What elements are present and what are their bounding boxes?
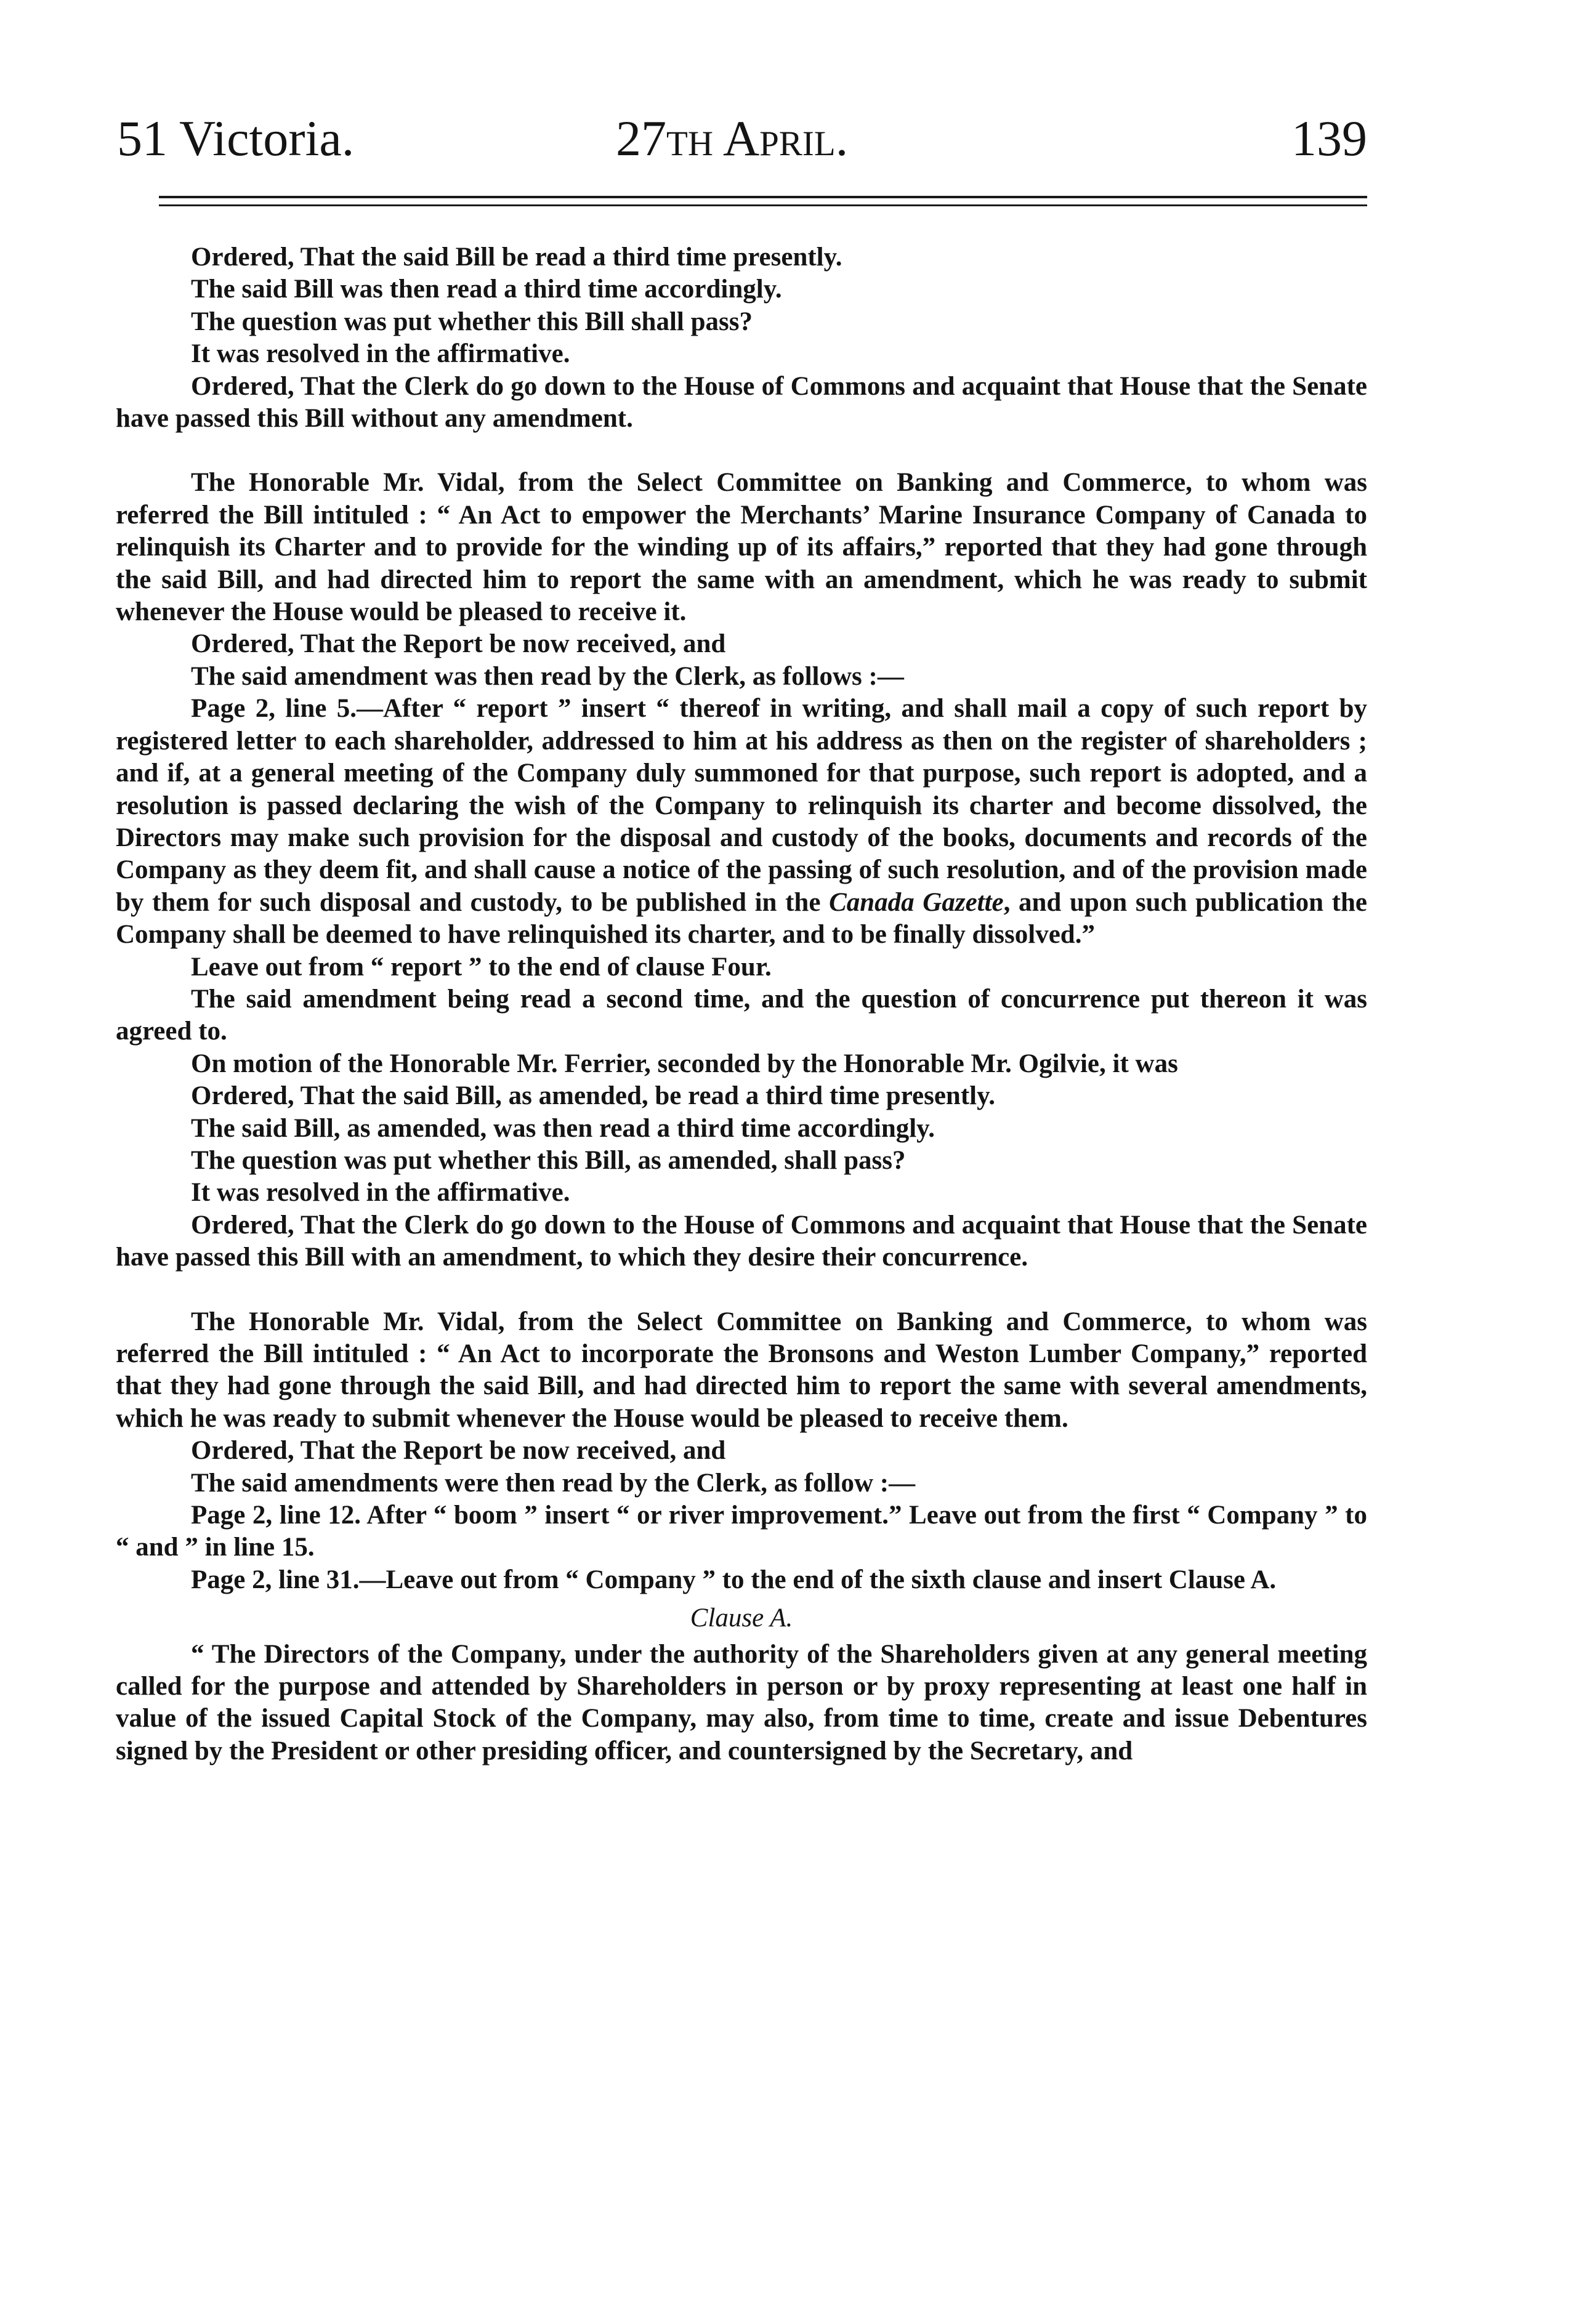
paragraph: Page 2, line 12. After “ boom ” insert “ or river improvement.” Leave out from the first “ Company ” to “ and ” in line 15. bbox=[116, 1501, 1367, 1562]
paragraph: The said amendments were then read by the Clerk, as follow :— bbox=[191, 1468, 916, 1498]
page-number: 139 bbox=[1291, 110, 1367, 166]
paragraph: On motion of the Honorable Mr. Ferrier, seconded by the Honorable Mr. Ogilvie, it was bbox=[191, 1049, 1178, 1078]
header-regnal-year: 51 Victoria. bbox=[117, 110, 355, 166]
paragraph: The said Bill, as amended, was then read a third time accordingly. bbox=[191, 1113, 935, 1143]
amendment-text-part: Page 2, line 5.—After “ report ” insert “ thereof in writing, and shall mail a copy of such report by registered letter to each shareholder, addressed to him at his address as then on the register of shareholders ; and if, at a general meeting of the Company duly summoned for that purpose, such report is adopted, and a resolution is passed declaring the wish of the Company to relinquish its charter and become dissolved, the Directors may make such provision for the disposal and custody of the books, documents and records of the Company as they deem fit, and shall cause a notice of the passing of such resolution, and of the provision made by them for such disposal and custody, to be published in the bbox=[116, 694, 1367, 917]
paragraph: Ordered, That the Clerk do go down to the House of Commons and acquaint that House that the Senate have passed this Bill with an amendment, to which they desire their concurrence. bbox=[116, 1210, 1367, 1272]
paragraph: Ordered, That the Report be now received, and bbox=[191, 629, 726, 659]
paragraph: Ordered, That the said Bill be read a third time presently. bbox=[191, 243, 842, 272]
header-rule-thin bbox=[159, 204, 1367, 206]
canada-gazette-title: Canada Gazette bbox=[829, 887, 1004, 917]
paragraph: Ordered, That the said Bill, as amended, be read a third time presently. bbox=[191, 1081, 995, 1111]
paragraph: The question was put whether this Bill shall pass? bbox=[191, 307, 753, 336]
paragraph: Ordered, That the Clerk do go down to the House of Commons and acquaint that House that the Senate have passed this Bill without any amendment. bbox=[116, 371, 1367, 434]
header-rule-thick bbox=[159, 196, 1367, 198]
clause-a-text: “ The Directors of the Company, under the authority of the Shareholders given at any general meeting called for the purpose and attended by Shareholders in person or by proxy representing at least one half in value of the issued Capital Stock of the Company, may also, from time to time, create and issue Debentures signed by the President or other presiding officer, and countersigned by the Secretary, and bbox=[116, 1639, 1367, 1765]
paragraph: The question was put whether this Bill, as amended, shall pass? bbox=[191, 1145, 906, 1175]
header-date: 27th April. bbox=[616, 110, 849, 166]
clause-heading: Clause A. bbox=[690, 1604, 793, 1633]
paragraph: The said Bill was then read a third time accordingly. bbox=[191, 275, 782, 304]
page-body bbox=[116, 241, 1367, 1767]
paragraph: The said amendment being read a second time, and the question of concurrence put thereon it was agreed to. bbox=[116, 984, 1367, 1046]
committee-report-merchants-marine: The Honorable Mr. Vidal, from the Select Committee on Banking and Commerce, to whom was referred the Bill intituled : “ An Act to empower the Merchants’ Marine Insurance Company of Canada to relinquish its Charter and to provide for the winding up of its affairs,” reported that they had gone through the said Bill, and had directed him to report the same with an amendment, which he was ready to submit whenever the House would be pleased to receive it. bbox=[116, 468, 1367, 627]
paragraph: It was resolved in the affirmative. bbox=[191, 1178, 570, 1208]
paragraph: Leave out from “ report ” to the end of clause Four. bbox=[191, 952, 772, 982]
committee-report-bronsons-weston: The Honorable Mr. Vidal, from the Select Committee on Banking and Commerce, to whom was referred the Bill intituled : “ An Act to incorporate the Bronsons and Weston Lumber Company,” reported that they had gone through the said Bill, and had directed him to report the same with several amendments, which he was ready to submit whenever the House would be pleased to receive them. bbox=[116, 1307, 1367, 1433]
amendment-text bbox=[116, 693, 1367, 951]
page-header bbox=[117, 102, 1367, 176]
amendment-text-part: , and upon such publication the Company shall be deemed to have relinquished its charter, and to be finally dissolved.” bbox=[116, 887, 1367, 950]
paragraph: Ordered, That the Report be now received, and bbox=[191, 1436, 726, 1466]
paragraph: It was resolved in the affirmative. bbox=[191, 339, 570, 369]
paragraph: The said amendment was then read by the Clerk, as follows :— bbox=[191, 661, 904, 691]
paragraph: Page 2, line 31.—Leave out from “ Company ” to the end of the sixth clause and insert Clause A. bbox=[191, 1565, 1277, 1594]
